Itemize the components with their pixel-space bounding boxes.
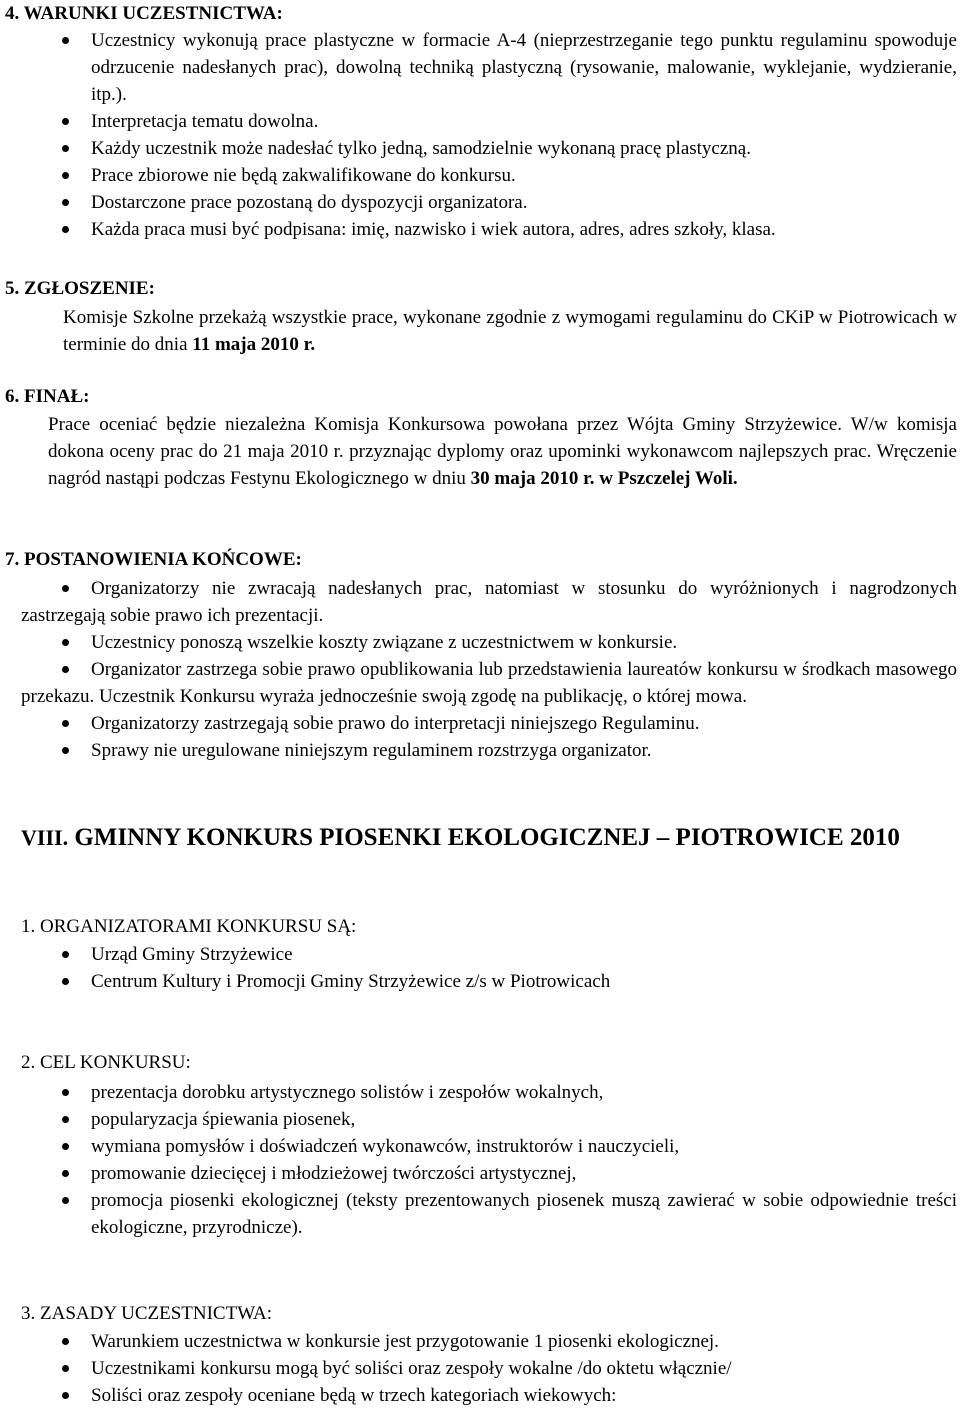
section-title: FINAŁ: bbox=[24, 386, 90, 407]
list-item: Uczestnicy wykonują prace plastyczne w formacie A-4 (nieprzestrzeganie tego punktu regulaminu spowoduje odrzucenie nadesłanych prac), dowolną techniką plastyczną (rysowanie, malowanie, wyklejanie, wydzieranie, itp.). bbox=[0, 27, 957, 108]
list-item: Organizatorzy nie zwracają nadesłanych prac, natomiast w stosunku do wyróżnionych i nagrodzonych zastrzegają sobie prawo ich prezentacji. bbox=[0, 575, 957, 629]
list-item: Soliści oraz zespoły oceniane będą w trzech kategoriach wiekowych: bbox=[0, 1382, 957, 1409]
list-item: promocja piosenki ekologicznej (teksty prezentowanych piosenek muszą zawierać w sobie odpowiednie treści ekologiczne, przyrodnicze). bbox=[0, 1187, 957, 1241]
list-item: Każdy uczestnik może nadesłać tylko jedną, samodzielnie wykonaną pracę plastyczną. bbox=[0, 135, 957, 162]
deadline-date: 11 maja 2010 r. bbox=[192, 334, 316, 355]
section-title: ORGANIZATORAMI KONKURSU SĄ: bbox=[40, 916, 357, 937]
subsection-3-list bbox=[0, 1328, 957, 1409]
section-4-heading: 4. WARUNKI UCZESTNICTWA: bbox=[5, 3, 283, 24]
list-item: Uczestnikami konkursu mogą być soliści oraz zespoły wokalne /do oktetu włącznie/ bbox=[0, 1355, 957, 1382]
section-title: ZASADY UCZESTNICTWA: bbox=[40, 1303, 273, 1324]
section-4-list bbox=[0, 27, 957, 243]
section-6-heading bbox=[5, 383, 89, 410]
list-item: Warunkiem uczestnictwa w konkursie jest przygotowanie 1 piosenki ekologicznej. bbox=[0, 1328, 957, 1355]
list-item: Prace zbiorowe nie będą zakwalifikowane do konkursu. bbox=[0, 162, 957, 189]
section-5-body bbox=[63, 304, 957, 358]
section-number: 7. bbox=[5, 549, 20, 570]
section-number: 2. bbox=[21, 1052, 36, 1073]
subsection-1-heading bbox=[21, 913, 356, 940]
list-item: Dostarczone prace pozostaną do dyspozycji organizatora. bbox=[0, 189, 957, 216]
subsection-3-heading bbox=[21, 1300, 272, 1327]
list-item: Organizator zastrzega sobie prawo opublikowania lub przedstawienia laureatów konkursu w środkach masowego przekazu. Uczestnik Konkursu wyraża jednocześnie swoją zgodę na publikację, o której mowa. bbox=[0, 656, 957, 710]
section-7-heading bbox=[5, 546, 302, 573]
section-5-text: Komisje Szkolne przekażą wszystkie prace, wykonane zgodnie z wymogami regulaminu do CKiP w Piotrowicach w terminie do dnia bbox=[63, 307, 957, 355]
subsection-2-heading bbox=[21, 1049, 191, 1076]
subsection-2-list bbox=[0, 1079, 957, 1241]
section-number: 5. bbox=[5, 278, 20, 299]
list-item: wymiana pomysłów i doświadczeń wykonawców, instruktorów i nauczycieli, bbox=[0, 1133, 957, 1160]
list-item: prezentacja dorobku artystycznego solistów i zespołów wokalnych, bbox=[0, 1079, 957, 1106]
section-number: 1. bbox=[21, 916, 36, 937]
event-date-place: 30 maja 2010 r. w Pszczelej Woli. bbox=[470, 468, 738, 489]
list-item: Urząd Gminy Strzyżewice bbox=[0, 941, 957, 968]
section-6-body bbox=[48, 411, 957, 492]
list-item: popularyzacja śpiewania piosenek, bbox=[0, 1106, 957, 1133]
chapter-heading: GMINNY KONKURS PIOSENKI EKOLOGICZNEJ – PIOTROWICE 2010 bbox=[74, 824, 900, 851]
chapter-number: VIII. bbox=[21, 825, 69, 850]
list-item: Interpretacja tematu dowolna. bbox=[0, 108, 957, 135]
section-title: POSTANOWIENIA KOŃCOWE: bbox=[24, 549, 302, 570]
section-7-list bbox=[0, 575, 957, 764]
section-number: 6. bbox=[5, 386, 20, 407]
list-item: Sprawy nie uregulowane niniejszym regulaminem rozstrzyga organizator. bbox=[0, 737, 957, 764]
list-item: Każda praca musi być podpisana: imię, nazwisko i wiek autora, adres, adres szkoły, klasa. bbox=[0, 216, 957, 243]
list-item: promowanie dziecięcej i młodzieżowej twórczości artystycznej, bbox=[0, 1160, 957, 1187]
list-item: Centrum Kultury i Promocji Gminy Strzyżewice z/s w Piotrowicach bbox=[0, 968, 957, 995]
chapter-title bbox=[21, 822, 957, 853]
list-item: Organizatorzy zastrzegają sobie prawo do interpretacji niniejszego Regulaminu. bbox=[0, 710, 957, 737]
section-title: CEL KONKURSU: bbox=[40, 1052, 191, 1073]
section-title: ZGŁOSZENIE: bbox=[24, 278, 155, 299]
subsection-1-list bbox=[0, 941, 957, 995]
section-5-heading bbox=[5, 275, 155, 302]
section-number: 3. bbox=[21, 1303, 36, 1324]
list-item: Uczestnicy ponoszą wszelkie koszty związane z uczestnictwem w konkursie. bbox=[0, 629, 957, 656]
section-6-text: Prace oceniać będzie niezależna Komisja Konkursowa powołana przez Wójta Gminy Strzyżewice. W/w komisja dokona oceny prac do 21 maja 2010 r. przyznając dyplomy oraz upominki wykonawcom najlepszych prac. Wręczenie nagród nastąpi podczas Festynu Ekologicznego w dniu bbox=[48, 414, 957, 489]
